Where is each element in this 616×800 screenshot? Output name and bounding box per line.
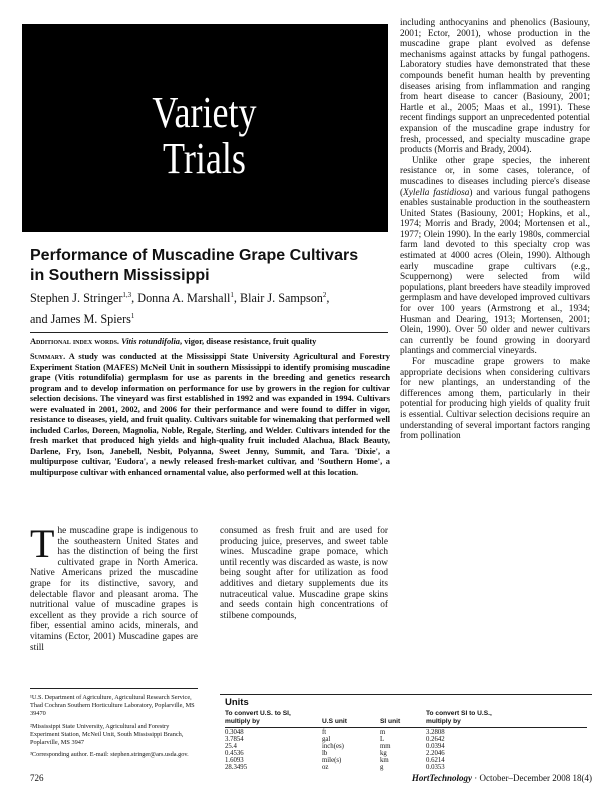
header-to-us: To convert SI to U.S., multiply by: [426, 710, 492, 725]
header-to-si: To convert U.S. to SI, multiply by: [225, 710, 291, 725]
section-banner: [22, 24, 388, 232]
si-units: [380, 729, 391, 771]
table-cell: oz: [322, 764, 329, 771]
table-cell: 0.3048: [225, 729, 244, 736]
body-paragraph: For muscadine grape growers to make appropriate decisions when considering cultivars for new plantings, an understanding of the differences among them, particularly in their potential for producing high yields of quality fruit is essential. Cultivar selection decisions require an understanding of several important factors ranging from pollination: [400, 357, 590, 442]
journal-name: HortTechnology: [411, 773, 473, 783]
table-cell: 0.4536: [225, 750, 244, 757]
drop-cap: T: [30, 521, 55, 566]
body-text: he muscadine grape is indigenous to the southeastern United States and has the distinction of being the first cultivated grape in North America. Native Americans prized the muscadine grape for its distinctive, savory, and delectable flavor and pleasant aroma. The nutritional value of muscadine grapes is excellent as they provide a rich source of fiber, essential amino acids, minerals, and vitamins (Ector, 2001) Muscadine gapes are still: [30, 526, 198, 653]
table-cell: 28.3495: [225, 764, 248, 771]
keywords-species: Vitis rotundifolia: [121, 337, 180, 346]
us-units: [322, 729, 344, 771]
article-title: [30, 246, 390, 286]
table-cell: lb: [322, 750, 328, 757]
units-conversion-table: [220, 694, 592, 771]
author-affiliation: 2: [322, 290, 327, 299]
table-cell: 0.0394: [426, 743, 445, 750]
keywords-label: Additional index words.: [30, 337, 120, 346]
table-cell: kg: [380, 750, 387, 757]
author-name: and James M. Spiers: [30, 312, 131, 326]
body-column-2: [220, 526, 388, 621]
author-affiliation: 1: [230, 290, 234, 299]
summary-abstract: [30, 352, 390, 478]
banner-title-line1: Variety: [152, 88, 257, 137]
footnote: ³Corresponding author. E-mail: stephen.stringer@ars.usda.gov.: [30, 751, 189, 759]
keywords-divider: [30, 332, 388, 333]
footnote-divider: [30, 688, 198, 689]
banner-title-line2: Trials: [163, 134, 246, 183]
body-column-1: [30, 521, 198, 653]
summary-text: A study was conducted at the Mississippi State University Agricultural and Forestry Experiment Station (MAFES) McNeil Unit in southern Mississippi to identify promising muscadine grape (Vitis rotundifolia) germplasm for use as parents in the breeding and genetics research program and to develop information on performance for use by growers in the region for cultivar selection decisions. The vineyard was first established in 1992 and was expanded in 1994. Cultivars were evaluated in 2001, 2002, and 2006 for their performance and were found to differ in vigor, resistance to diseases, yield, and fruit quality. Cultivars suitable for winemaking that performed well included Carlos, Doreen, Magnolia, Noble, Regale, Sterling, and Welder. Cultivars intended for the fresh market that produced high yields and high-quality fruit included Alachua, Black Beauty, Darlene, Fry, Ison, Janebell, Nesbit, Polyanna, Sweet Jenny, Summit, and Tara. 'Dixie', a multipurpose cultivar, 'Eudora', a newly released fresh-market cultivar, and 'Southern Home', a multipurpose cultivar with enhanced ornamental value, also performed well at this location.: [30, 352, 390, 477]
footnote: ²Mississippi State University, Agricultural and Forestry Experiment Station, McNeil Unit, South Mississippi Branch, Poplarville, MS 3947: [30, 722, 184, 747]
table-cell: inch(es): [322, 743, 344, 750]
index-words: [30, 336, 390, 347]
issue-info: · October–December 2008 18(4): [472, 773, 592, 783]
author-affiliation: 1,3: [122, 290, 132, 299]
table-cell: 1.6093: [225, 757, 244, 764]
table-cell: mm: [380, 743, 391, 750]
table-cell: g: [380, 764, 384, 771]
units-header-divider: [225, 727, 587, 728]
banner-title: [79, 90, 329, 182]
table-cell: 0.6214: [426, 757, 445, 764]
table-cell: 0.0353: [426, 764, 445, 771]
table-cell: 3.2808: [426, 729, 445, 736]
author-name: Stephen J. Stringer: [30, 291, 123, 305]
table-cell: 0.2642: [426, 736, 445, 743]
table-cell: mile(s): [322, 757, 342, 764]
article-title-line1: Performance of Muscadine Grape Cultivars: [30, 247, 359, 264]
body-paragraph: Unlike other grape species, the inherent resistance or, in some cases, tolerance, of muscadines to diseases including pierce's disease (Xylella fastidiosa) and various fungal pathogens enables sustainable production in the southeastern United States (Basiouny, 2001; Hopkins, et al., 1974; Morris and Brady, 2004; Mortensen et al., 1977; Olein 1990). In the early 1980s, commercial farm land devoted to this specialty crop was estimated at 4000 acres (Olein, 1990). Although early muscadine grape cultivars (e.g., Scuppernong) were selected from wild populations, plant breeders have steadily improved germplasm and have developed improved cultivars for over 100 years (Armstrong et al., 1934; Husman and Dearing, 1913; Mortensen, 2001; Olein, 1990). Over 50 older and newer cultivars can currently be found growing in dooryard plantings and commercial vineyards.: [400, 155, 590, 357]
units-title: Units: [225, 697, 249, 708]
table-cell: 3.7854: [225, 736, 244, 743]
table-cell: m: [380, 729, 386, 736]
to-us-factors: [426, 729, 445, 771]
author-name: Blair J. Sampson: [239, 291, 323, 305]
keywords-list: , vigor, disease resistance, fruit quality: [180, 337, 317, 346]
body-text: consumed as fresh fruit and are used for producing juice, preserves, and sweet table wines. Muscadine grape pomace, which until recently was discarded as waste, is now being sought after for utilization as food additives and dietary supplements due its nutraceutical value. Muscadine grape skins and seeds contain high concentrations of stilbene compounds,: [220, 526, 388, 621]
header-us-unit: U.S unit: [322, 718, 347, 725]
table-cell: ft: [322, 729, 327, 736]
author-affiliation: 1: [130, 311, 135, 320]
summary-label: Summary.: [30, 352, 66, 361]
footnote: ¹U.S. Department of Agriculture, Agricultural Research Service, Thad Cochran Southern Horticulture Laboratory, Poplarville, MS 39470: [30, 694, 195, 718]
body-paragraph: including anthocyanins and phenolics (Basiouny, 2001; Ector, 2001), whose production in the muscadine grape plant evolved as defense mechanisms against attacks by fungal pathogens. Laboratory studies have demonstrated that these compounds benefit human health by preventing diseases arising from inflammation and ranging from heart disease to cancer (Basiouny, 2001; Hartle et al., 2005; Maas et al., 1991). These recent findings support an unprecedented potential expansion of the muscadine grape industry for fresh, processed, and specialty muscadine grape products (Morris and Brady, 2004).: [400, 18, 590, 156]
body-column-3: [400, 18, 590, 442]
table-cell: 2.2046: [426, 750, 445, 757]
page-number: 726: [30, 773, 44, 783]
journal-footer: [400, 773, 592, 783]
table-cell: gal: [322, 736, 331, 743]
author-name: Donna A. Marshall: [137, 291, 231, 305]
header-si-unit: SI unit: [380, 718, 401, 725]
footnotes: [30, 694, 198, 763]
to-si-factors: [225, 729, 247, 771]
author-list: Stephen J. Stringer$^{1,3}$, Donna A. Marshall$^1$, Blair J. Sampson$^2$, and James M. Spiers$^1$: [30, 290, 330, 326]
table-cell: 25.4: [225, 743, 237, 750]
table-cell: km: [380, 757, 389, 764]
article-title-line2: in Southern Mississippi: [30, 267, 210, 284]
table-cell: L: [380, 736, 385, 743]
